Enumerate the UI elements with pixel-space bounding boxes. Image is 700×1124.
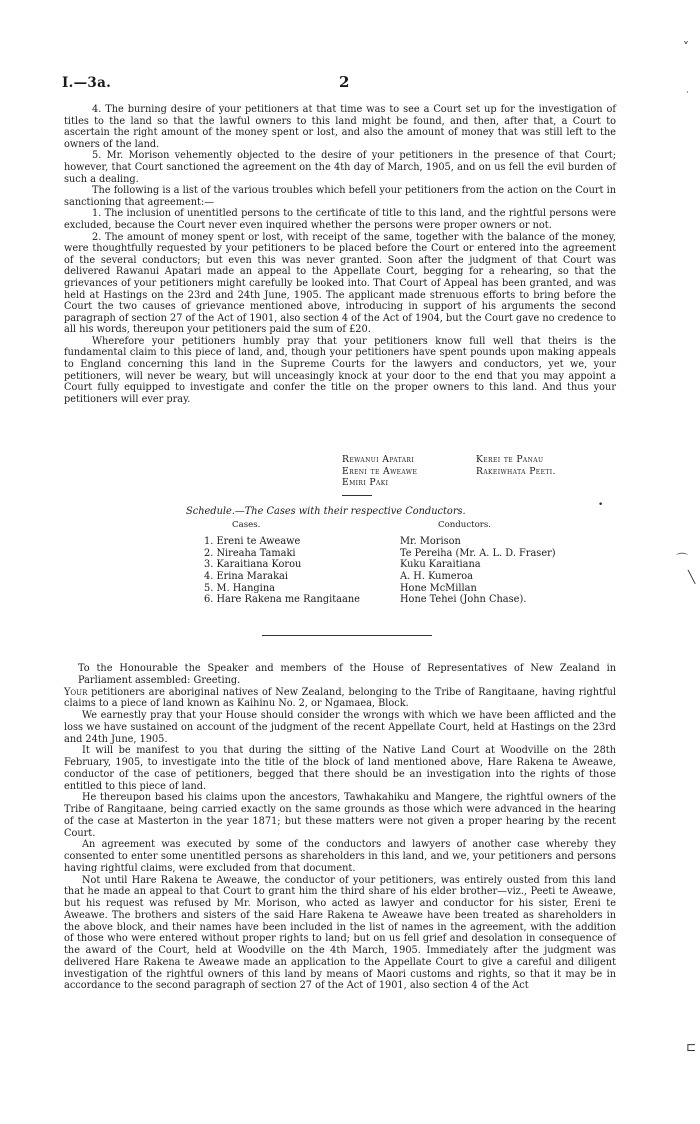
schedule-case: 3. Karaitiana Korou — [204, 559, 302, 571]
opening-word: Your — [64, 686, 88, 698]
opening-text: petitioners are aboriginal natives of New Zealand, belonging to the Tribe of Rangitaane, having rightful claims to a piece of land known as Kaihinu No. 2, or Ngamaea, Block. — [64, 686, 616, 710]
signatory: Ereni te Aweawe — [342, 465, 418, 477]
paragraph — [64, 687, 616, 711]
paragraph: It will be manifest to you that during the sitting of the Native Land Court at Woodville on the 28th February, 1905, to investigate into the title of the block of land mentioned above, Hare Rakena te Aweawe, conductor of the case of petitioners, begged that there should be an investigation into the rights of those entitled to this piece of land. — [64, 745, 616, 792]
schedule-conductor: Te Pereiha (Mr. A. L. D. Fraser) — [400, 547, 556, 559]
signatories-column-1 — [342, 454, 417, 489]
signatory: Emiri Paki — [342, 477, 389, 489]
schedule-conductor: Hone McMillan — [400, 582, 477, 594]
scan-mark-icon: ╲ — [688, 570, 696, 584]
section-divider — [262, 635, 432, 636]
scan-mark-icon: ⊏ — [686, 1040, 697, 1054]
paragraph: Not until Hare Rakena te Aweawe, the conductor of your petitioners, was entirely ousted from this land that he made an appeal to that Court to grant him the third share of his elder brother—viz., Peeti te Aweawe, but his request was refused by Mr. Morison, who acted as lawyer and conductor for his sister, Ereni te Aweawe. The brothers and sisters of the said Hare Rakena te Aweawe have been treated as shareholders in the above block, and their names have been included in the list of names in the agreement, with the addition of those who were entered without proper rights to land; but on us fell grief and desolation in consequence of the award of the Court, held at Woodville on the 4th March, 1905. Immediately after the judgment was delivered Hare Rakena te Aweawe made an application to the Appellate Court to give a careful and diligent investigation of the rightful owners of this land by means of Maori customs and rights, so that it may be in accordance to the second paragraph of section 27 of the Act of 1901, also section 4 of the Act — [64, 874, 616, 992]
schedule-conductor: Kuku Karaitiana — [400, 559, 481, 571]
schedule-row — [204, 594, 624, 606]
signatory: Rakeiwhata Peeti. — [476, 465, 556, 477]
schedule-row — [204, 559, 624, 571]
schedule-case: 4. Erina Marakai — [204, 571, 289, 583]
scan-mark-icon: • — [598, 500, 604, 510]
schedule-case: 1. Ereni te Aweawe — [204, 536, 301, 547]
paragraph: 2. The amount of money spent or lost, with receipt of the same, together with the balance of the money, were thoughtfully requested by your petitioners to be placed before the Court or entered into the agreement of the several conductors; but even this was never granted. Soon after the judgment of that Court was delivered Rawanui Apatari made an appeal to the Appellate Court, begging for a rehearing, so that the grievances of your petitioners might carefully be looked into. That Court of Appeal has been granted, and was held at Hastings on the 23rd and 24th June, 1905. The applicant made strenuous efforts to bring before the Court the two causes of grievance mentioned above, introducing in support of his arguments the second paragraph of section 27 of the Act of 1901, also section 4 of the Act of 1904, but the Court gave no credence to all his words, thereupon your petitioners paid the sum of £20. — [64, 231, 616, 336]
schedule-conductor: Mr. Morison — [400, 536, 461, 547]
petition-address — [64, 663, 616, 687]
paragraph: He thereupon based his claims upon the ancestors, Tawhakahiku and Mangere, the rightful owners of the Tribe of Rangitaane, being carried exactly on the same grounds as those which were advanced in the hearing of the case at Masterton in the year 1871; but these matters were not given a proper hearing by the recent Court. — [64, 792, 616, 839]
signature-divider — [342, 495, 372, 496]
schedule-conductor: Hone Tehei (John Chase). — [400, 594, 527, 606]
schedule-row — [204, 548, 624, 560]
paragraph: Wherefore your petitioners humbly pray that your petitioners know full well that theirs is the fundamental claim to this piece of land, and, though your petitioners have spent pounds upon making appeals to England concerning this land in the Supreme Courts for the lawyers and conductors, yet we, your petitioners, will never be weary, but will unceasingly knock at your door to the end that you may appoint a Court fully equipped to investigate and confer the title on the proper owners to this land. And thus your petitioners will ever pray. — [64, 335, 616, 405]
schedule-row — [204, 536, 624, 548]
schedule-header-conductors: Conductors. — [438, 520, 492, 530]
scan-mark-icon: · — [686, 88, 689, 98]
schedule-case: 2. Nireaha Tamaki — [204, 547, 296, 559]
schedule-row — [204, 583, 624, 595]
petition-1-body — [64, 104, 616, 405]
schedule-header-cases: Cases. — [232, 520, 261, 530]
signatories-column-2 — [476, 454, 556, 477]
petition-2-body — [64, 663, 616, 992]
paragraph: 4. The burning desire of your petitioners at that time was to see a Court set up for the investigation of titles to the land so that the lawful owners to this land might be found, and then, after that, a Court to ascertain the right amount of the money spent or lost, and also the amount of money that was still left to the owners of the land. — [64, 104, 616, 150]
paragraph: The following is a list of the various troubles which befell your petitioners from the action on the Court in sanctioning that agreement:— — [64, 185, 616, 208]
address-text: To the Honourable the Speaker and members of the House of Representatives of New Zealand in Parliament assembled: Greeting. — [78, 663, 616, 686]
signatory: Kerei te Panau — [476, 454, 544, 465]
paragraph: 1. The inclusion of unentitled persons to the certificate of title to this land, and the rightful persons were excluded, because the Court never even inquired whether the persons were proper owners or not. — [64, 208, 616, 231]
paragraph: We earnestly pray that your House should consider the wrongs with which we have been afflicted and the loss we have sustained on account of the judgment of the recent Appellate Court, held at Hastings on the 23rd and 24th June, 1905. — [64, 710, 616, 745]
scan-mark-icon: ˅ — [683, 40, 689, 54]
document-reference: I.—3a. — [62, 75, 112, 91]
schedule-conductor: A. H. Kumeroa — [400, 571, 473, 583]
schedule-title: Schedule.—The Cases with their respective Conductors. — [186, 506, 466, 517]
schedule-table — [204, 536, 624, 606]
schedule-case: 6. Hare Rakena me Rangitaane — [204, 594, 360, 606]
paragraph: 5. Mr. Morison vehemently objected to the desire of your petitioners in the presence of that Court; however, that Court sanctioned the agreement on the 4th day of March, 1905, and on us fell the evil burden of such a dealing. — [64, 150, 616, 185]
schedule-case: 5. M. Hangina — [204, 582, 275, 594]
scan-mark-icon: ⌒ — [676, 552, 689, 566]
signatory: Rewanui Apatari — [342, 454, 415, 465]
schedule-row — [204, 571, 624, 583]
page-number: 2 — [339, 73, 350, 91]
paragraph: An agreement was executed by some of the conductors and lawyers of another case whereby they consented to enter some unentitled persons as shareholders in this land, and we, your petitioners and persons having rightful claims, were excluded from that document. — [64, 839, 616, 874]
